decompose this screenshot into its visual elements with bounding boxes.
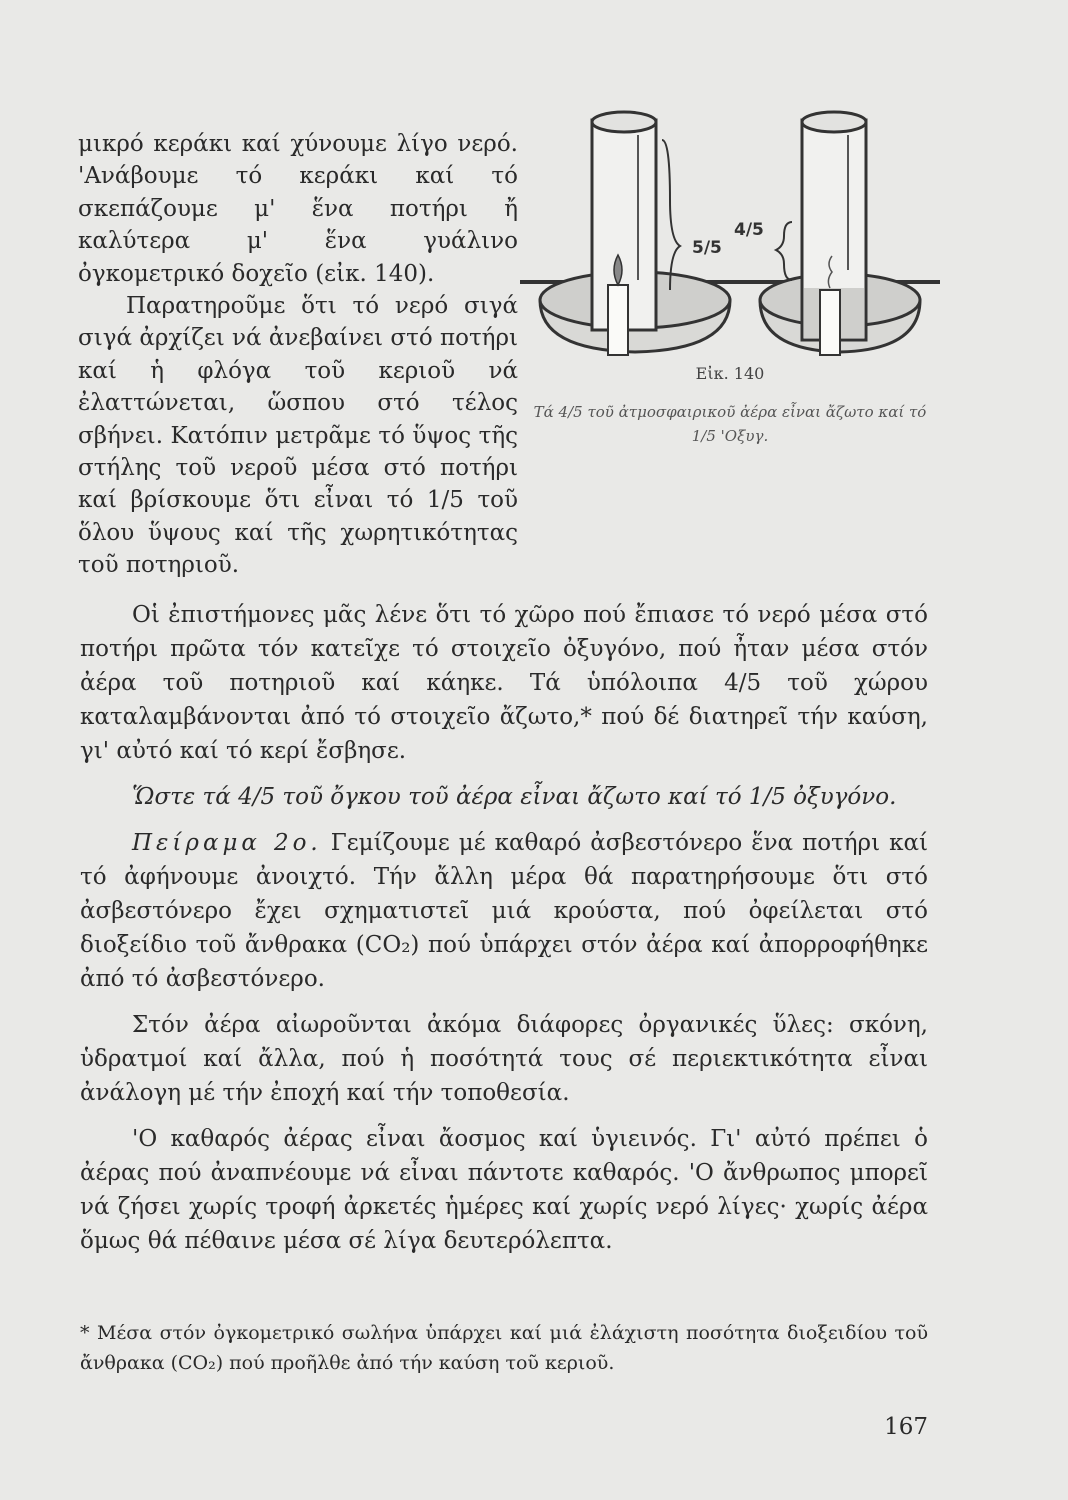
footnote: * Μέσα στόν ὀγκομετρικό σωλήνα ὑπάρχει καί μιά ἐλάχιστη ποσότητα διοξειδίου τοῦ ἄνθρακα (CO₂) πού προῆλθε ἀπό τήν καύση τοῦ κεριοῦ. — [80, 1322, 928, 1374]
right-brace — [776, 222, 792, 280]
body-paragraph-3: Στόν ἀέρα αἰωροῦνται ἀκόμα διάφορες ὀργανικές ὕλες: σκόνη, ὑδρατμοί καί ἄλλα, πού ἡ ποσότητά τους σέ περιεκτικότητα εἶναι ἀνάλογη μέ τήν ἐποχή καί τήν τοποθεσία. — [80, 1012, 928, 1106]
right-candle — [820, 290, 840, 355]
left-flame — [614, 255, 622, 285]
left-paragraph-2: Παρατηροῦμε ὅτι τό νερό σιγά σιγά ἀρχίζει νά ἀνεβαίνει στό ποτήρι καί ἡ φλόγα τοῦ κεριοῦ νά ἐλαττώνεται, ὥσπου στό τέλος σβήνει. Κατόπιν μετρᾶμε τό ὕψος τῆς στήλης τοῦ νεροῦ μέσα στό ποτήρι καί βρίσκουμε ὅτι εἶναι τό 1/5 τοῦ ὅλου ὕψους καί τῆς χωρητικότητας τοῦ ποτηριοῦ. — [78, 293, 518, 579]
figure-caption: Τά 4/5 τοῦ ἀτμοσφαιρικοῦ ἀέρα εἶναι ἄζωτο καί τό 1/5 'Οξυγ. — [533, 403, 927, 445]
left-tube-top — [592, 112, 656, 132]
figure-140 — [520, 100, 940, 560]
page-number: 167 — [884, 1414, 928, 1440]
left-paragraph-1: μικρό κεράκι καί χύνουμε λίγο νερό. 'Ανάβουμε τό κεράκι καί τό σκεπάζουμε μ' ἕνα ποτήρι ἤ καλύτερα μ' ἕνα γυάλινο ὀγκομετρικό δοχεῖο (εἰκ. 140). — [78, 131, 518, 287]
figure-number: Εἰκ. 140 — [695, 364, 765, 383]
main-body-text — [80, 598, 928, 1270]
conclusion-sentence: Ὥστε τά 4/5 τοῦ ὄγκου τοῦ ἀέρα εἶναι ἄζωτο καί τό 1/5 ὀξυγόνο. — [132, 784, 897, 810]
experiment-text: Γεμίζουμε μέ καθαρό ἀσβεστόνερο ἕνα ποτήρι καί τό ἀφήνουμε ἀνοιχτό. Τήν ἄλλη μέρα θά παρατηρήσουμε ὅτι στό ἀσβεστόνερο ἔχει σχηματιστεῖ μιά κρούστα, πού ὀφείλεται στό διοξείδιο τοῦ ἄνθρακα (CO₂) πού ὑπάρχει στόν ἀέρα καί ἀπορροφήθηκε ἀπό τό ἀσβεστόνερο. — [80, 830, 929, 992]
experiment-title: Πείραμα 2ο. — [132, 830, 322, 856]
candle-experiment-illustration — [520, 100, 940, 360]
experiment-2-paragraph — [80, 826, 928, 996]
fraction-label-4-5: 4/5 — [734, 220, 764, 240]
left-candle — [608, 285, 628, 355]
left-column-text — [78, 128, 518, 582]
body-paragraph-4: 'Ο καθαρός ἀέρας εἶναι ἄοσμος καί ὑγιεινός. Γι' αὐτό πρέπει ὁ ἀέρας πού ἀναπνέουμε νά εἶναι πάντοτε καθαρός. 'Ο ἄνθρωπος μπορεῖ νά ζήσει χωρίς τροφή ἀρκετές ἡμέρες καί χωρίς νερό λίγες· χωρίς ἀέρα ὅμως θά πέθαινε μέσα σέ λίγα δευτερόλεπτα. — [80, 1126, 928, 1254]
body-paragraph-1: Οἱ ἐπιστήμονες μᾶς λένε ὅτι τό χῶρο πού ἔπιασε τό νερό μέσα στό ποτήρι πρῶτα τόν κατεῖχε τό στοιχεῖο ὀξυγόνο, πού ἦταν μέσα στόν ἀέρα τοῦ ποτηριοῦ καί κάηκε. Τά ὑπόλοιπα 4/5 τοῦ χώρου καταλαμβάνονται ἀπό τό στοιχεῖο ἄζωτο,* πού δέ διατηρεῖ τήν καύση, γι' αὐτό καί τό κερί ἔσβησε. — [80, 602, 928, 764]
left-brace — [662, 140, 680, 290]
right-tube-top — [802, 112, 866, 132]
fraction-label-5-5: 5/5 — [692, 238, 722, 258]
